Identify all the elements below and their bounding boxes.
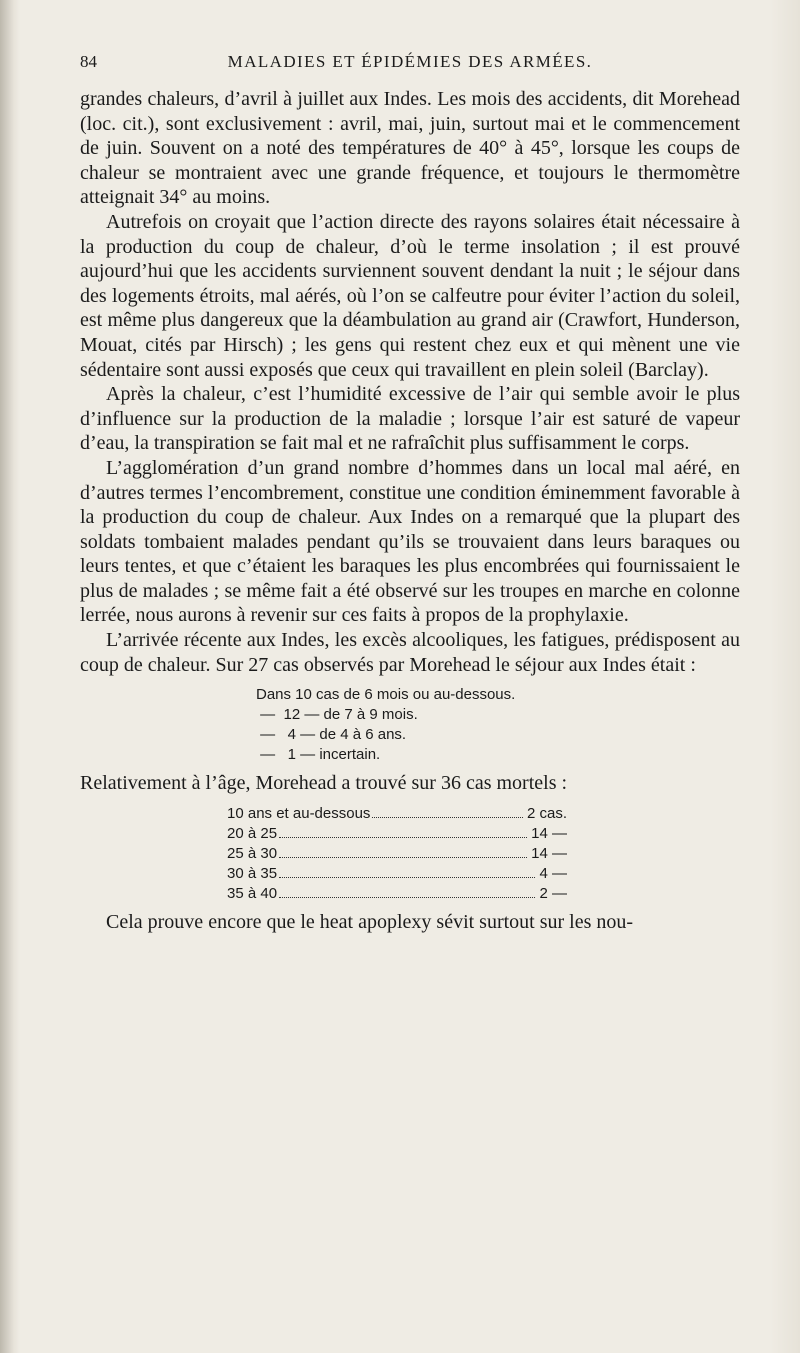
dot-leader bbox=[372, 817, 523, 818]
paragraph-1: grandes chaleurs, d’avril à juillet aux Indes. Les mois des accidents, dit Morehead (loc. cit.), sont exclusivement : avril, mai, juin, surtout mai et le commencement de juin. Souvent on a noté des températures de 40° à 45°, lorsque les coups de chaleur se montraient avec une grande fréquence, et toujours le thermomètre atteignait 34° au moins. bbox=[80, 88, 740, 209]
stay-row: — 12 — de 7 à 9 mois. bbox=[256, 706, 418, 724]
dot-leader bbox=[279, 897, 535, 898]
case-count: 2 — bbox=[539, 884, 567, 902]
age-row bbox=[227, 844, 567, 864]
age-row bbox=[227, 884, 567, 904]
paragraph-5: L’arrivée récente aux Indes, les excès alcooliques, les fatigues, prédisposent au coup de chaleur. Sur 27 cas observés par Morehead le séjour aux Indes était : bbox=[80, 629, 740, 676]
age-row bbox=[227, 804, 567, 824]
age-range: 25 à 30 bbox=[227, 844, 278, 862]
age-range: 10 ans et au-dessous bbox=[227, 804, 371, 822]
age-intro: Relativement à l’âge, Morehead a trouvé sur 36 cas mortels : bbox=[80, 772, 568, 795]
case-count: 2 cas. bbox=[526, 804, 567, 822]
paragraph-2: Autrefois on croyait que l’action directe des rayons solaires était nécessaire à la production du coup de chaleur, d’où le terme insolation ; il est prouvé aujourd’hui que les accidents surviennent souvent dendant la nuit ; le séjour dans des logements étroits, mal aérés, où l’on se calfeutre pour éviter l’action du soleil, est même plus dangereux que la déambulation au grand air (Crawfort, Hunderson, Mouat, cités par Hirsch) ; les gens qui restent chez eux et qui mènent une vie sédentaire sont aussi exposés que ceux qui travaillent en plein soleil (Barclay). bbox=[80, 210, 740, 381]
dot-leader bbox=[279, 837, 527, 838]
page-binding-edge bbox=[0, 0, 20, 1353]
page-right-edge bbox=[770, 0, 800, 1353]
dot-leader bbox=[279, 857, 527, 858]
age-range: 20 à 25 bbox=[227, 824, 278, 842]
stay-row: — 1 — incertain. bbox=[256, 746, 381, 764]
case-count: 14 — bbox=[531, 844, 567, 862]
stay-duration-table bbox=[256, 685, 740, 765]
age-table bbox=[227, 804, 567, 904]
closing-line: Cela prouve encore que le heat apoplexy sévit surtout sur les nou- bbox=[106, 910, 634, 933]
age-row bbox=[227, 864, 567, 884]
case-count: 14 — bbox=[531, 824, 567, 842]
age-range: 30 à 35 bbox=[227, 864, 278, 882]
body-text bbox=[80, 87, 740, 934]
age-range: 35 à 40 bbox=[227, 884, 278, 902]
stay-row: — 4 — de 4 à 6 ans. bbox=[256, 726, 407, 744]
running-title: MALADIES ET ÉPIDÉMIES DES ARMÉES. bbox=[227, 52, 593, 71]
paragraph-3: Après la chaleur, c’est l’humidité excessive de l’air qui semble avoir le plus d’influence sur la production de la maladie ; lorsque l’air est saturé de vapeur d’eau, la transpiration se fait mal et ne rafraîchit plus suffisamment le corps. bbox=[80, 383, 740, 455]
page-header bbox=[80, 52, 740, 78]
stay-row: Dans 10 cas de 6 mois ou au-dessous. bbox=[256, 686, 516, 704]
case-count: 4 — bbox=[539, 864, 567, 882]
paragraph-4: L’agglomération d’un grand nombre d’hommes dans un local mal aéré, en d’autres termes l’encombrement, constitue une condition éminemment favorable à la production du coup de chaleur. Aux Indes on a remarqué que la plupart des soldats tombaient malades pendant qu’ils se trouvaient dans leurs baraques ou leurs tentes, et que c’étaient les baraques les plus encombrées qui fournissaient le plus de malades ; se même fait a été observé sur les troupes en marche en colonne lerrée, nous aurons à revenir sur ces faits à propos de la prophylaxie. bbox=[80, 456, 740, 627]
dot-leader bbox=[279, 877, 535, 878]
page-number: 84 bbox=[80, 52, 97, 71]
age-row bbox=[227, 824, 567, 844]
